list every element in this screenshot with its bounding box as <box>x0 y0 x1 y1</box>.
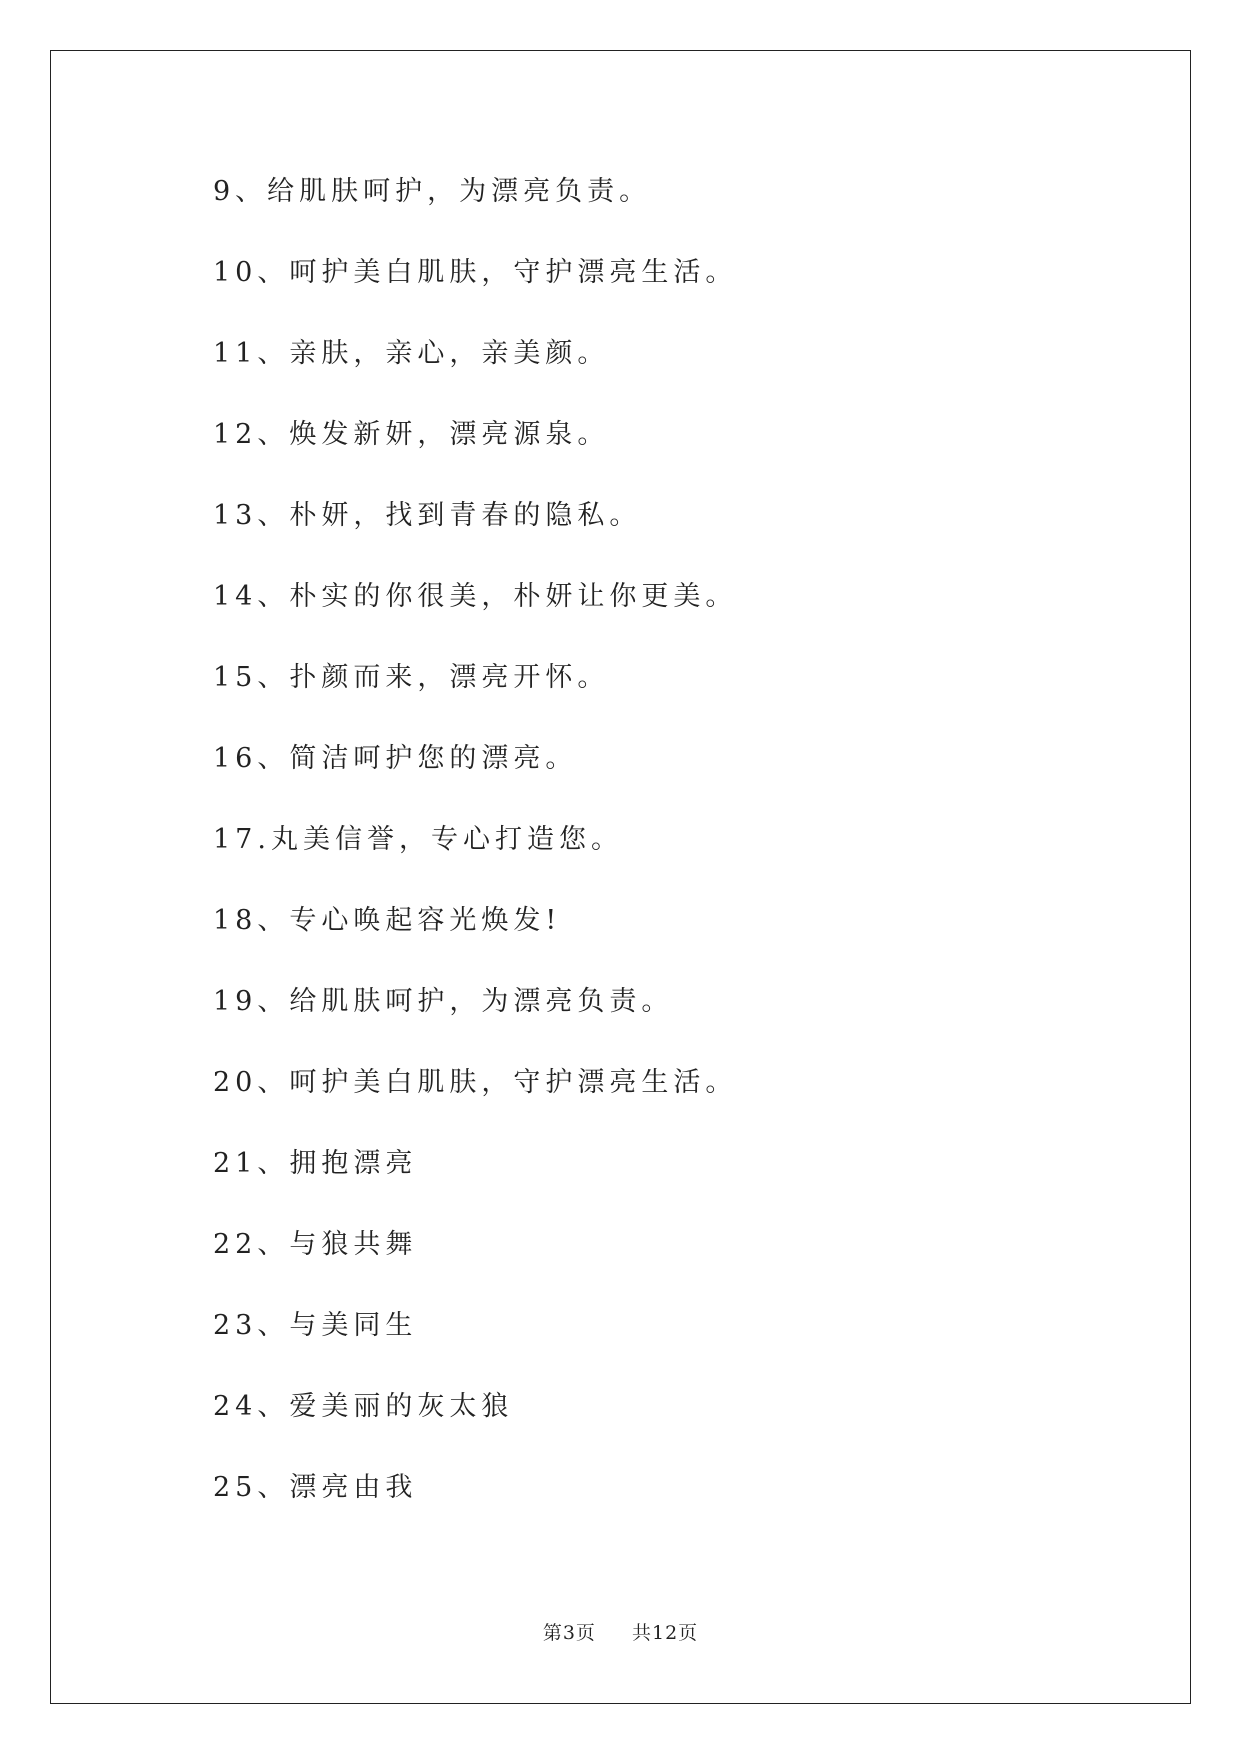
list-item: 11、亲肤，亲心，亲美颜。 <box>213 338 610 369</box>
list-item: 16、简洁呵护您的漂亮。 <box>213 743 578 774</box>
page-total: 共12页 <box>632 1622 699 1644</box>
list-item: 18、专心唤起容光焕发! <box>213 905 562 936</box>
list-item: 17.丸美信誉，专心打造您。 <box>213 824 623 855</box>
list-item: 22、与狼共舞 <box>213 1229 418 1260</box>
list-item: 25、漂亮由我 <box>213 1472 418 1503</box>
list-item: 19、给肌肤呵护，为漂亮负责。 <box>213 986 674 1017</box>
list-item: 20、呵护美白肌肤，守护漂亮生活。 <box>213 1067 738 1098</box>
page-number: 第3页 <box>542 1622 596 1644</box>
list-item: 23、与美同生 <box>213 1310 418 1341</box>
list-item: 12、焕发新妍，漂亮源泉。 <box>213 419 610 450</box>
list-item: 15、扑颜而来，漂亮开怀。 <box>213 662 610 693</box>
list-item: 21、拥抱漂亮 <box>213 1148 418 1179</box>
list-item: 14、朴实的你很美，朴妍让你更美。 <box>213 581 738 612</box>
list-item: 9、给肌肤呵护，为漂亮负责。 <box>213 176 652 207</box>
list-item: 24、爱美丽的灰太狼 <box>213 1391 514 1422</box>
page-footer <box>0 1618 1241 1645</box>
document-body <box>213 170 1173 1547</box>
list-item: 10、呵护美白肌肤，守护漂亮生活。 <box>213 257 738 288</box>
list-item: 13、朴妍，找到青春的隐私。 <box>213 500 642 531</box>
